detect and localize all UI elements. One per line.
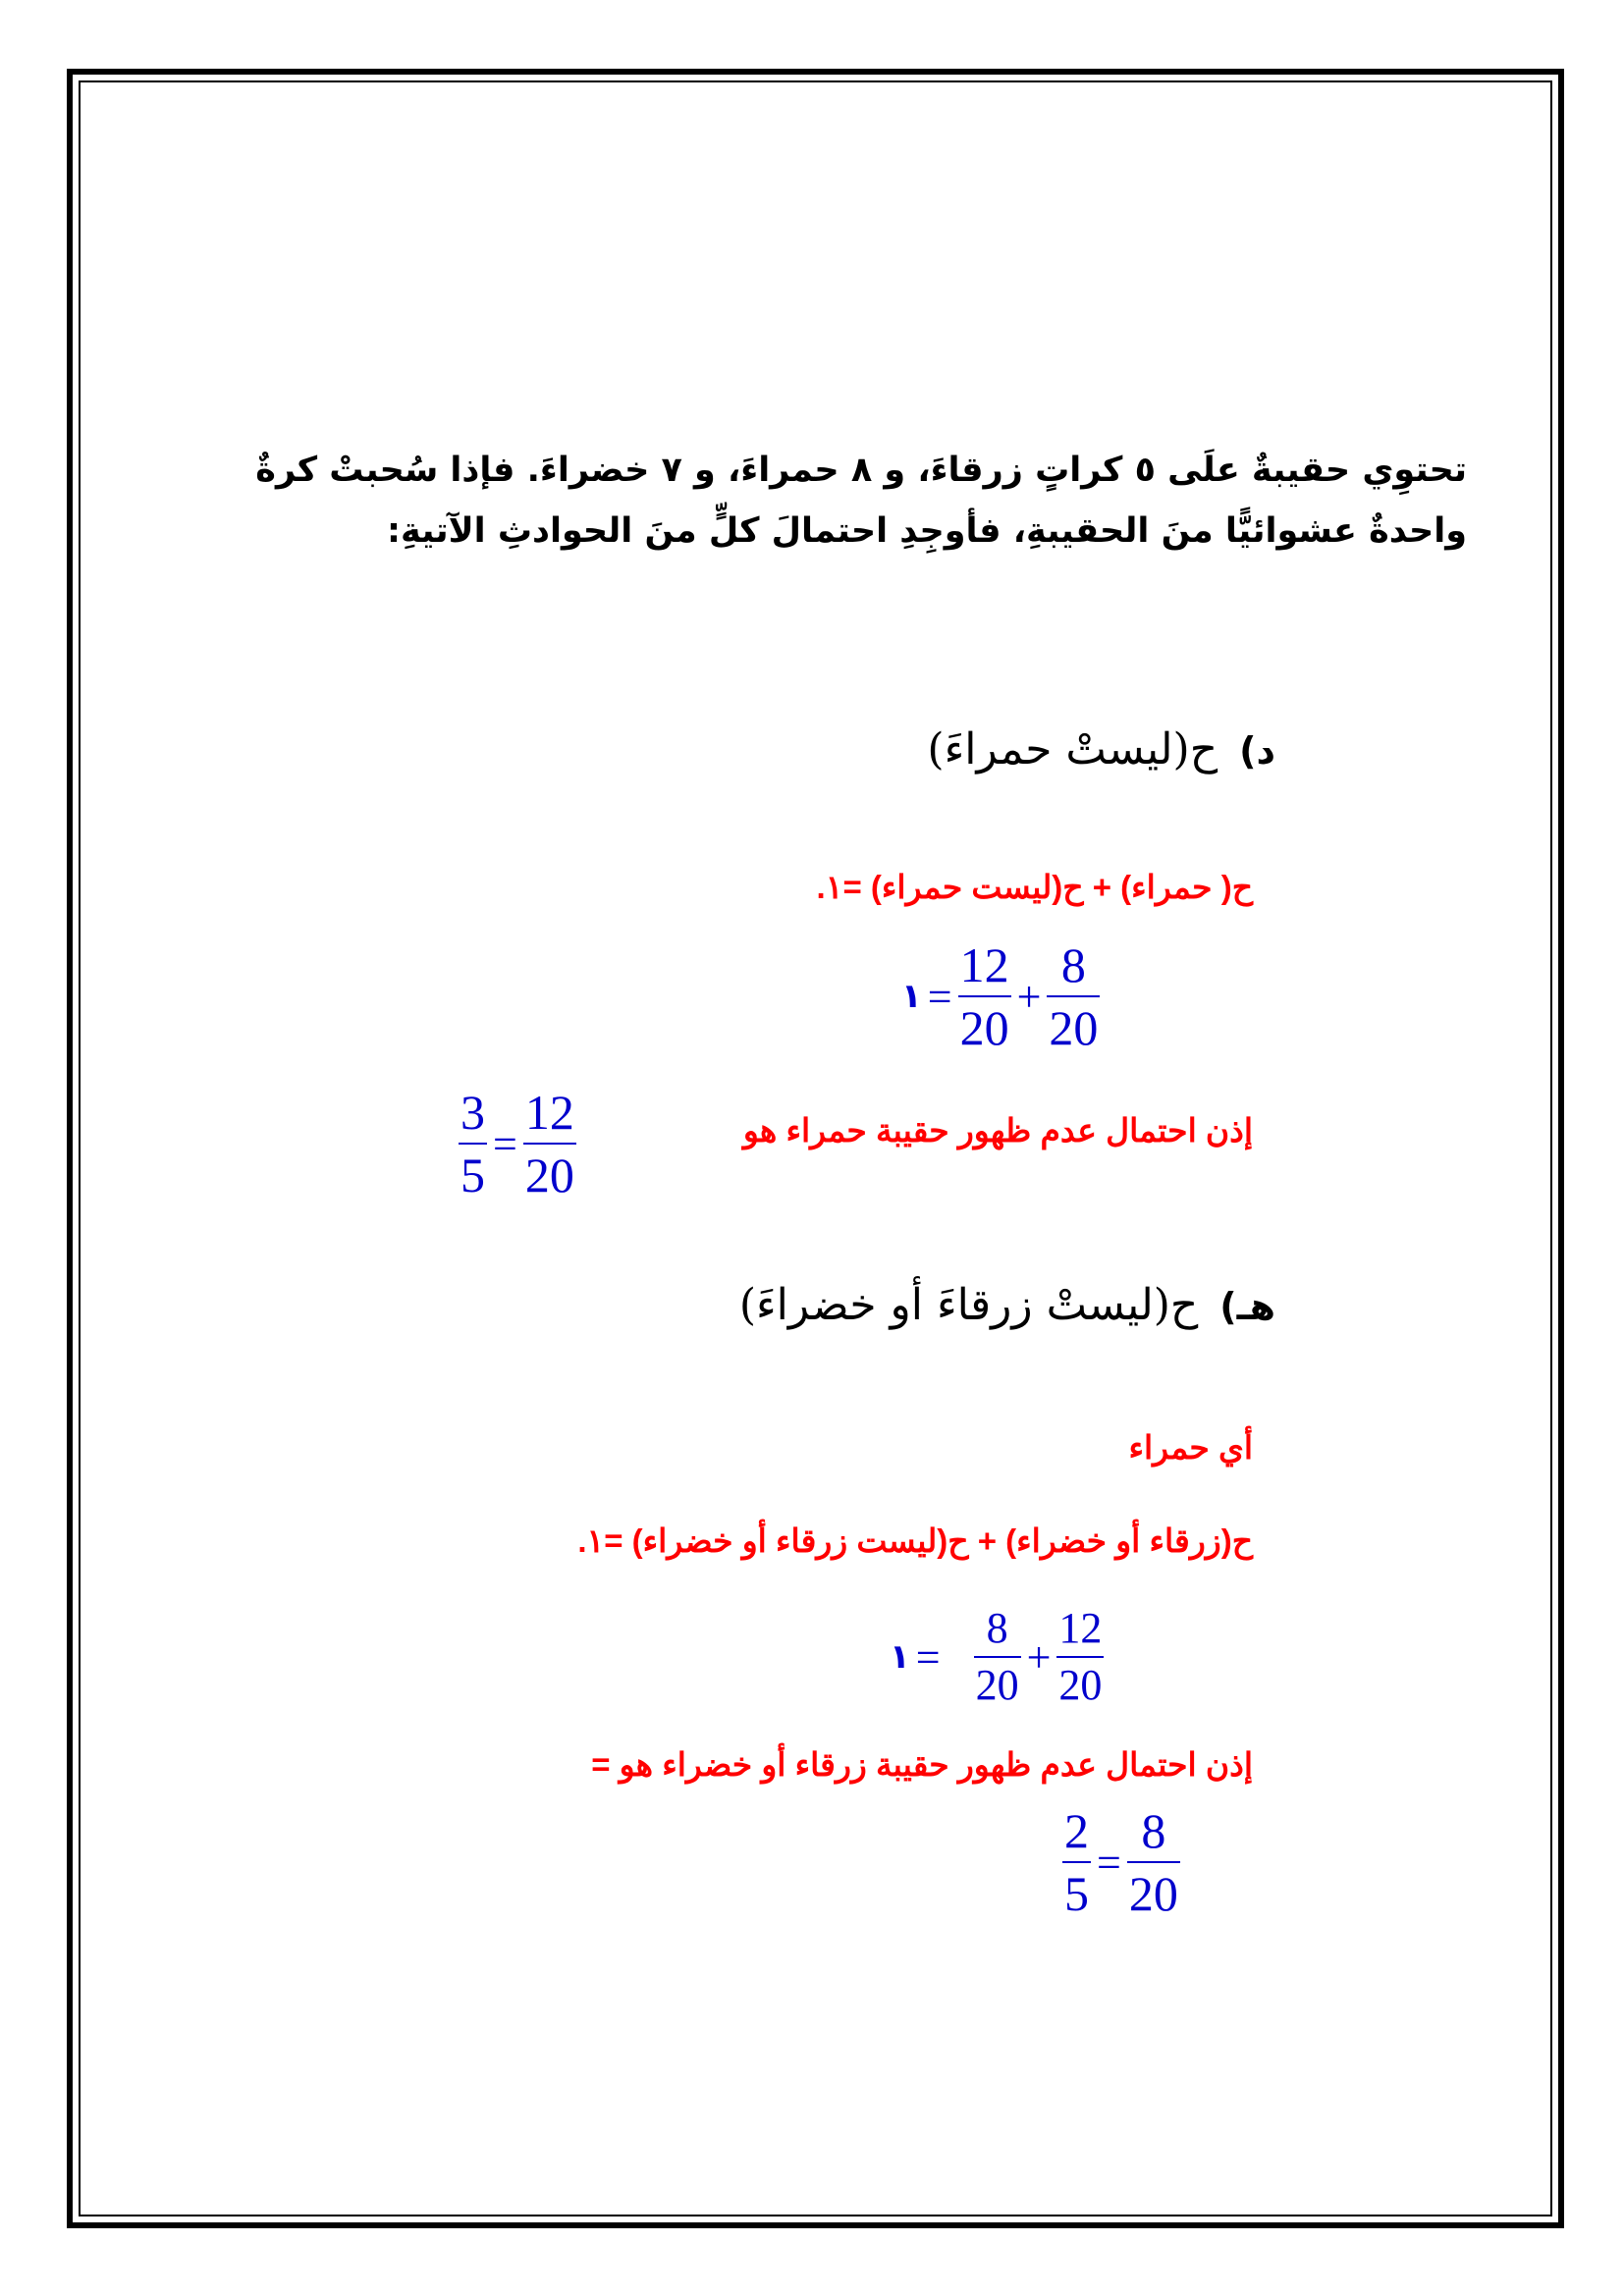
part-h-eq-fraction-a: $\frac{12}{20}$ <box>1058 1604 1103 1709</box>
part-h-sum-line: ح(زرقاء أو خضراء) + ح(ليست زرقاء أو خضراء) =١. <box>577 1522 1253 1559</box>
part-d-eq-result: ١ <box>901 977 922 1016</box>
part-d-result-fraction-a: $\frac{12}{20}$ <box>524 1085 574 1202</box>
part-h-eq-result: ١ <box>890 1637 910 1677</box>
equals-sign: = <box>1097 1838 1121 1887</box>
part-h-result-fraction-a: $\frac{8}{20}$ <box>1128 1803 1178 1921</box>
equals-sign: = <box>927 972 952 1021</box>
equals-sign: = <box>915 1632 941 1682</box>
part-d-label: ح(ليستْ حمراءَ) <box>927 724 1218 774</box>
plus-sign: + <box>1016 972 1042 1021</box>
part-d-sum-line: ح( حمراء) + ح(ليست حمراء) =١. <box>816 869 1253 905</box>
part-h-conclusion: إذن احتمال عدم ظهور حقيبة زرقاء أو خضراء هو = <box>591 1746 1253 1783</box>
part-h-result-fraction-b: $\frac{2}{5}$ <box>1064 1803 1089 1921</box>
part-d-eq-fraction-b: $\frac{8}{20}$ <box>1049 937 1099 1055</box>
part-h-result <box>1062 1803 1180 1921</box>
equals-sign: = <box>493 1119 517 1168</box>
part-d-eq-fraction-a: $\frac{12}{20}$ <box>959 937 1009 1055</box>
part-h-equation <box>882 1604 1104 1709</box>
problem-statement: تحتوِي حقيبةٌ علَى ٥ كراتٍ زرقاءَ، و ٨ حمراءَ، و ٧ خضراءَ. فإذا سُحبتْ كرةٌ واحدةٌ عشوائيًّا منَ الحقيبةِ، فأوجِدِ احتمالَ كلٍّ منَ الحوادثِ الآتيةِ: <box>255 451 1467 551</box>
part-d-result <box>459 1085 576 1202</box>
part-d-conclusion: إذن احتمال عدم ظهور حقيبة حمراء هو <box>742 1112 1253 1148</box>
part-d-result-fraction-b: $\frac{3}{5}$ <box>460 1085 485 1202</box>
part-h-letter: هـ) <box>1219 1285 1275 1328</box>
part-d-letter: د) <box>1239 729 1275 773</box>
part-h-eq-fraction-b: $\frac{8}{20}$ <box>975 1604 1019 1709</box>
plus-sign: + <box>1026 1632 1052 1682</box>
part-d-equation <box>893 937 1100 1055</box>
part-h-label: ح(ليستْ زرقاءَ أو خضراءَ) <box>738 1280 1199 1330</box>
part-d-heading <box>927 724 1275 774</box>
part-h-heading <box>739 1280 1275 1330</box>
part-h-note: أي حمراء <box>1128 1429 1253 1466</box>
